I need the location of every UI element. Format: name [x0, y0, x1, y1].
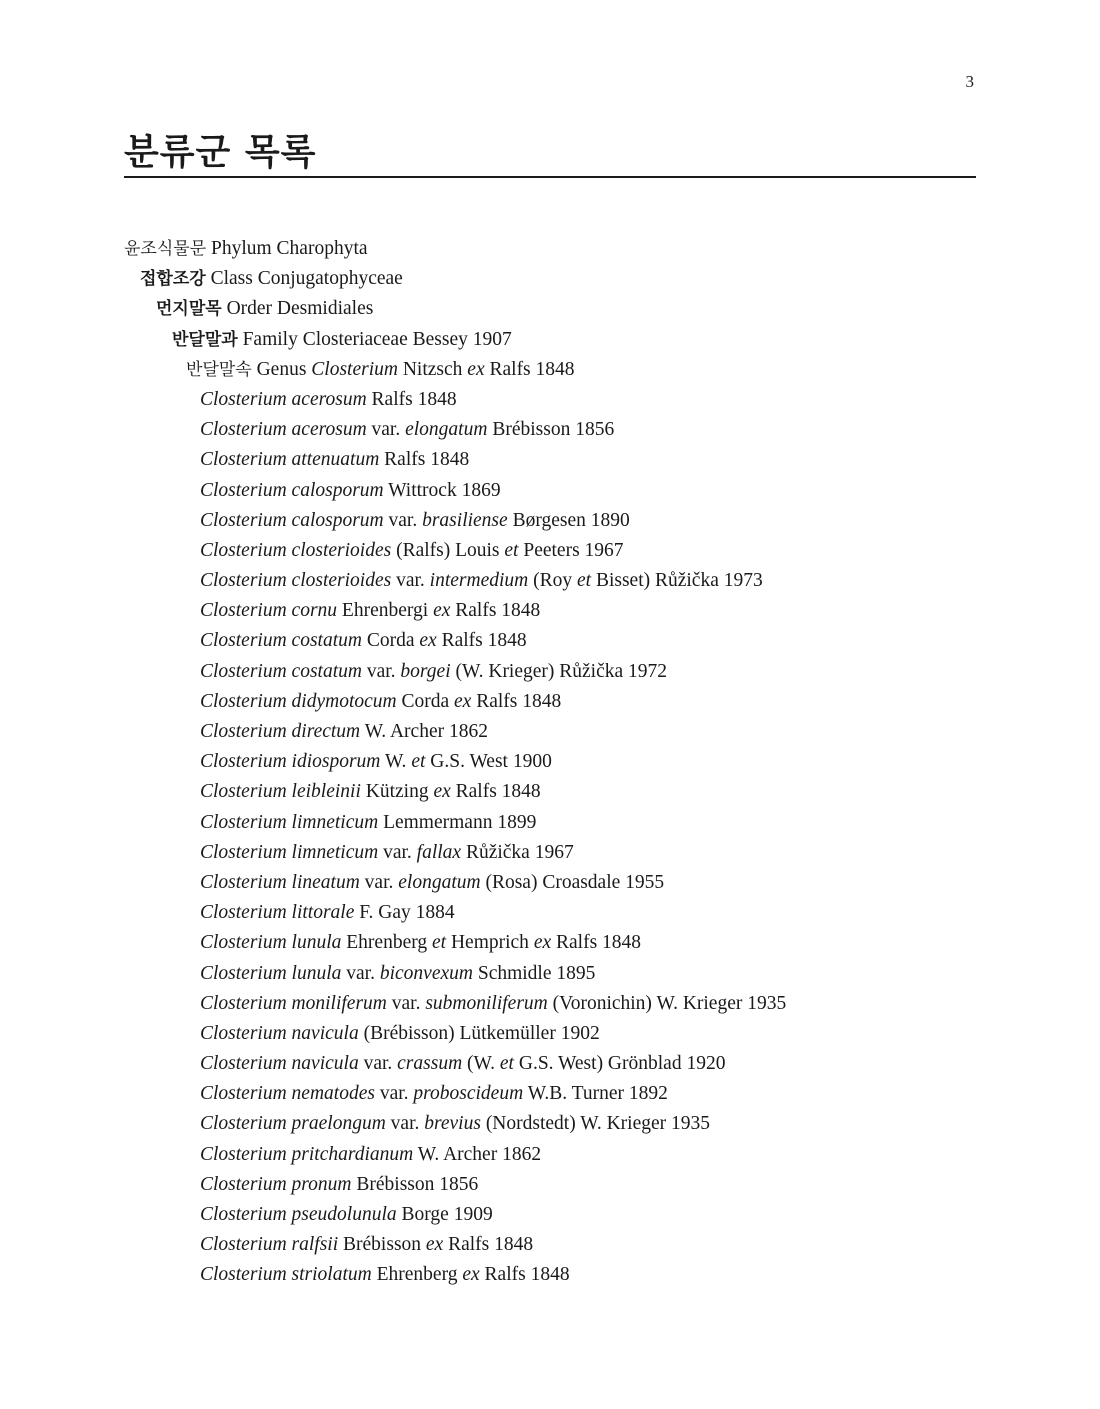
species-name: Closterium praelongum	[200, 1113, 386, 1135]
species-name: Closterium didymotocum	[200, 690, 397, 712]
variety-name: intermedium	[429, 570, 529, 592]
species-author-2: Ralfs 1848	[476, 690, 562, 712]
page-number: 3	[965, 72, 974, 91]
species-author: W.B. Turner 1892	[527, 1083, 668, 1105]
species-author: Ehrenberg	[376, 1264, 458, 1286]
genus-ex: ex	[467, 358, 485, 380]
species-name: Closterium cornu	[200, 600, 338, 622]
species-author: (W. Krieger) Růžička 1972	[455, 660, 668, 682]
species-name: Closterium limneticum	[200, 811, 379, 833]
species-name: Closterium idiosporum	[200, 751, 381, 773]
species-name: Closterium lunula	[200, 932, 342, 954]
page-title: 분류군 목록	[124, 131, 317, 173]
genus-name: Closterium	[311, 358, 398, 380]
species-name: Closterium lunula	[200, 962, 342, 984]
species-author: Børgesen 1890	[512, 509, 630, 531]
variety-label: var.	[391, 570, 430, 592]
species-row	[0, 1079, 1100, 1109]
species-row	[0, 898, 1100, 928]
variety-label: var.	[366, 419, 406, 441]
species-row	[0, 626, 1100, 656]
phylum-name: Phylum Charophyta	[211, 238, 368, 259]
species-author: Ehrenberg	[346, 932, 428, 954]
species-author: W.	[384, 751, 407, 773]
species-row	[0, 928, 1100, 958]
species-list	[0, 385, 1100, 1291]
variety-name: elongatum	[405, 419, 488, 441]
order-row	[0, 294, 1100, 324]
variety-label: var.	[383, 509, 423, 531]
variety-label: var.	[386, 992, 426, 1014]
species-name: Closterium littorale	[200, 902, 355, 924]
species-author: Kützing	[365, 781, 429, 803]
species-name: Closterium calosporum	[200, 479, 384, 501]
species-author: (Roy	[533, 570, 573, 592]
species-row	[0, 536, 1100, 566]
variety-label: var.	[358, 1053, 398, 1075]
species-author: Ralfs 1848	[384, 449, 470, 471]
species-name: Closterium costatum	[200, 630, 362, 652]
species-name: Closterium striolatum	[200, 1264, 372, 1286]
species-author: (Ralfs) Louis	[396, 539, 500, 561]
author-connector: et	[411, 751, 426, 773]
family-name: Family Closteriaceae Bessey 1907	[242, 328, 512, 350]
species-name: Closterium navicula	[200, 1053, 359, 1075]
species-author: Borge 1909	[401, 1204, 493, 1225]
phylum-row	[0, 234, 1100, 264]
species-author: Ehrenbergi	[341, 600, 429, 622]
species-row	[0, 1140, 1100, 1170]
species-author: (Rosa) Croasdale 1955	[485, 871, 665, 893]
variety-name: submoniliferum	[425, 992, 548, 1014]
variety-name: brasiliense	[422, 509, 508, 531]
species-name: Closterium nematodes	[200, 1083, 375, 1105]
genus-korean-name: 반달말속	[186, 359, 252, 380]
species-row	[0, 777, 1100, 807]
species-author: (Nordstedt) W. Krieger 1935	[485, 1113, 711, 1135]
species-author: W. Archer 1862	[364, 721, 488, 742]
species-author: Brébisson	[343, 1234, 422, 1256]
author-connector: et	[499, 1053, 514, 1075]
species-row	[0, 566, 1100, 596]
species-author-2: Hemprich	[450, 932, 529, 954]
species-row	[0, 868, 1100, 898]
species-name: Closterium ralfsii	[200, 1234, 339, 1256]
species-author-2: G.S. West) Grönblad 1920	[518, 1053, 726, 1075]
genus-author: Nitzsch	[402, 358, 463, 380]
author-connector: ex	[454, 690, 472, 712]
genus-label: Genus	[256, 358, 307, 380]
variety-name: proboscideum	[413, 1083, 524, 1105]
species-author: Schmidle 1895	[477, 962, 596, 984]
species-author: Růžička 1967	[465, 841, 574, 863]
species-row	[0, 989, 1100, 1019]
species-name: Closterium limneticum	[200, 841, 379, 863]
variety-label: var.	[359, 871, 399, 893]
species-row	[0, 385, 1100, 415]
species-author-2: Bisset) Růžička 1973	[595, 570, 763, 592]
species-name: Closterium attenuatum	[200, 449, 380, 471]
author-connector: ex	[419, 630, 437, 652]
species-author-2: Ralfs 1848	[455, 600, 541, 622]
species-author: Corda	[401, 690, 450, 712]
species-name: Closterium moniliferum	[200, 992, 387, 1014]
species-name: Closterium closterioides	[200, 570, 392, 592]
species-author: Brébisson 1856	[492, 419, 615, 441]
species-row	[0, 687, 1100, 717]
order-korean-name: 먼지말목	[156, 299, 222, 320]
species-row	[0, 717, 1100, 747]
species-row	[0, 506, 1100, 536]
variety-label: var.	[341, 962, 380, 984]
species-name: Closterium navicula	[200, 1022, 359, 1044]
species-author: Ralfs 1848	[371, 388, 457, 410]
species-row	[0, 1260, 1100, 1290]
species-name: Closterium acerosum	[200, 388, 367, 410]
species-author: W. Archer 1862	[417, 1143, 542, 1165]
family-korean-name: 반달말과	[172, 329, 238, 350]
species-row	[0, 596, 1100, 626]
variety-name: borgei	[400, 660, 451, 682]
species-author-2: Ralfs 1848	[441, 630, 527, 652]
species-author-2: Peeters 1967	[523, 539, 624, 561]
species-row	[0, 838, 1100, 868]
author-connector: et	[432, 932, 447, 954]
species-author: (W.	[467, 1053, 496, 1075]
species-author-3: Ralfs 1848	[556, 932, 642, 954]
species-row	[0, 747, 1100, 777]
species-row	[0, 657, 1100, 687]
variety-name: brevius	[424, 1113, 481, 1135]
class-korean-name: 접합조강	[140, 269, 206, 290]
species-author: Lemmermann 1899	[383, 811, 537, 833]
variety-label: var.	[378, 841, 417, 863]
species-row	[0, 808, 1100, 838]
species-author-2: Ralfs 1848	[455, 781, 541, 803]
phylum-korean-name: 윤조식물문	[124, 239, 207, 259]
author-connector-2: ex	[533, 932, 552, 954]
author-connector: et	[576, 570, 592, 592]
species-name: Closterium pseudolunula	[200, 1204, 397, 1225]
title-rule	[124, 176, 976, 178]
species-name: Closterium directum	[200, 721, 361, 742]
species-row	[0, 415, 1100, 445]
variety-name: elongatum	[398, 871, 481, 893]
variety-label: var.	[361, 660, 401, 682]
species-name: Closterium acerosum	[200, 419, 367, 441]
variety-label: var.	[385, 1113, 425, 1135]
order-name: Order Desmidiales	[226, 298, 374, 320]
species-author-2: Ralfs 1848	[448, 1234, 534, 1256]
species-row	[0, 445, 1100, 475]
species-row	[0, 1200, 1100, 1230]
species-row	[0, 1019, 1100, 1049]
species-row	[0, 1109, 1100, 1139]
species-name: Closterium costatum	[200, 660, 362, 682]
species-author-2: Ralfs 1848	[484, 1264, 570, 1286]
species-row	[0, 1049, 1100, 1079]
species-author: F. Gay 1884	[359, 902, 455, 924]
variety-name: fallax	[416, 841, 462, 863]
species-row	[0, 1230, 1100, 1260]
species-name: Closterium pritchardianum	[200, 1143, 414, 1165]
genus-author-validating: Ralfs 1848	[489, 358, 575, 380]
author-connector: ex	[425, 1234, 444, 1256]
species-name: Closterium pronum	[200, 1173, 352, 1195]
species-name: Closterium lineatum	[200, 871, 360, 893]
species-author: Wittrock 1869	[388, 479, 501, 501]
author-connector: ex	[462, 1264, 480, 1286]
species-author: (Voronichin) W. Krieger 1935	[552, 992, 787, 1014]
variety-label: var.	[374, 1083, 414, 1105]
taxon-list	[0, 234, 1100, 1291]
species-author: (Brébisson) Lütkemüller 1902	[363, 1022, 600, 1044]
class-name: Class Conjugatophyceae	[210, 268, 403, 290]
variety-name: crassum	[397, 1053, 463, 1075]
species-row	[0, 1170, 1100, 1200]
species-row	[0, 959, 1100, 989]
species-author: Brébisson 1856	[356, 1173, 479, 1195]
species-name: Closterium leibleinii	[200, 781, 361, 803]
class-row	[0, 264, 1100, 294]
author-connector: ex	[433, 781, 451, 803]
species-name: Closterium calosporum	[200, 509, 384, 531]
species-name: Closterium closterioides	[200, 539, 392, 561]
family-row	[0, 325, 1100, 355]
author-connector: ex	[433, 600, 451, 622]
species-row	[0, 476, 1100, 506]
genus-row	[0, 355, 1100, 385]
species-author: Corda	[366, 630, 415, 652]
variety-name: biconvexum	[379, 962, 473, 984]
species-author-2: G.S. West 1900	[430, 751, 552, 773]
author-connector: et	[504, 539, 519, 561]
